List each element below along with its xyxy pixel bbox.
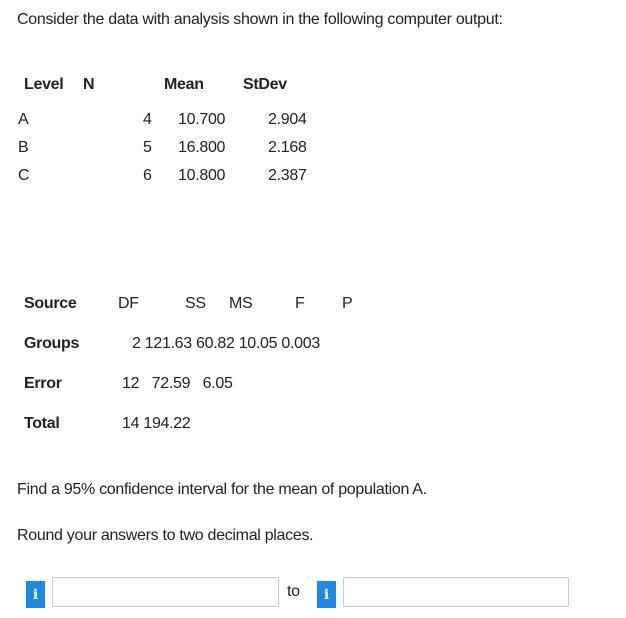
to-separator: to bbox=[287, 583, 300, 600]
header-ms: MS bbox=[229, 295, 253, 312]
row-mean: 10.800 bbox=[178, 167, 226, 184]
row-values: 12 72.59 6.05 bbox=[122, 375, 233, 392]
row-source: Total bbox=[24, 415, 60, 432]
question-find: Find a 95% confidence interval for the mean of population A. bbox=[17, 481, 427, 498]
lower-bound-input[interactable] bbox=[52, 577, 279, 607]
row-mean: 16.800 bbox=[178, 139, 226, 156]
header-df: DF bbox=[118, 295, 139, 312]
header-ss: SS bbox=[185, 295, 206, 312]
row-stdev: 2.168 bbox=[268, 139, 307, 156]
header-p: P bbox=[342, 295, 353, 312]
row-source: Groups bbox=[24, 335, 80, 352]
row-n: 6 bbox=[143, 167, 152, 184]
header-f: F bbox=[295, 295, 305, 312]
row-level: A bbox=[18, 111, 29, 128]
header-stdev: StDev bbox=[243, 76, 287, 93]
row-n: 5 bbox=[143, 139, 152, 156]
header-source: Source bbox=[24, 295, 77, 312]
info-icon-lower[interactable]: i bbox=[26, 581, 45, 608]
row-values: 14 194.22 bbox=[122, 415, 191, 432]
upper-bound-input[interactable] bbox=[343, 577, 569, 607]
row-n: 4 bbox=[143, 111, 152, 128]
row-values: 2 121.63 60.82 10.05 0.003 bbox=[132, 335, 320, 352]
question-intro: Consider the data with analysis shown in the following computer output: bbox=[17, 11, 503, 28]
info-icon-upper[interactable]: i bbox=[317, 581, 336, 608]
row-level: C bbox=[18, 167, 30, 184]
question-round: Round your answers to two decimal places. bbox=[17, 527, 314, 544]
row-stdev: 2.904 bbox=[268, 111, 307, 128]
row-level: B bbox=[18, 139, 29, 156]
header-level: Level bbox=[24, 76, 64, 93]
header-n: N bbox=[83, 76, 95, 93]
header-mean: Mean bbox=[164, 76, 204, 93]
row-source: Error bbox=[24, 375, 62, 392]
row-stdev: 2.387 bbox=[268, 167, 307, 184]
row-mean: 10.700 bbox=[178, 111, 226, 128]
